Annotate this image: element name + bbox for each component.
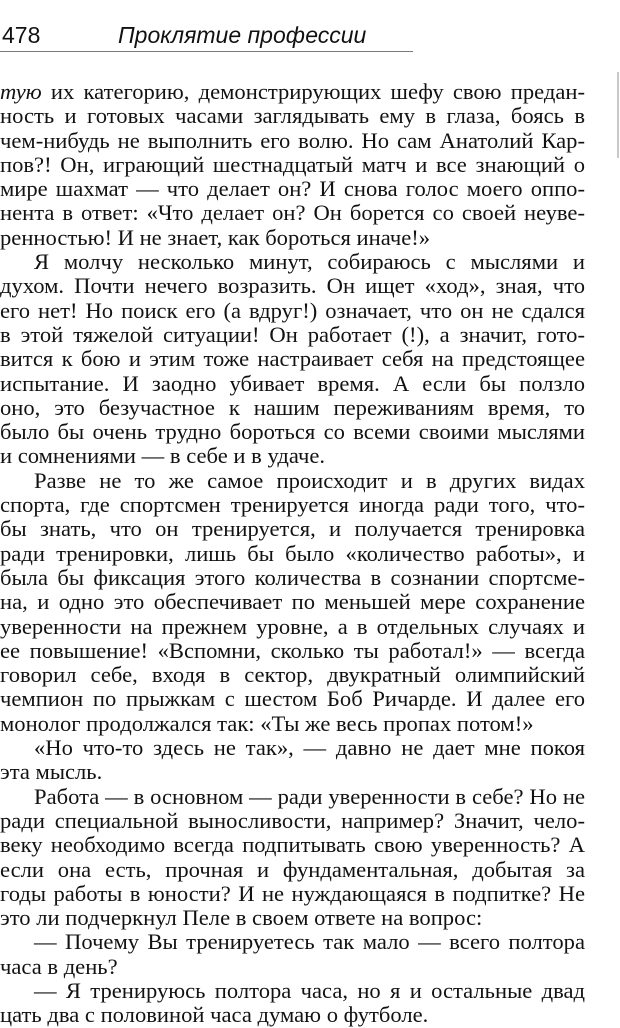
text-line: чемпион по прыжкам с шестом Боб Ричарде. И далее его — [0, 686, 585, 712]
text-line: веку необходимо всегда подпитывать свою уверенность? А — [0, 832, 585, 858]
text-line: бы знать, что он тренируется, и получается тренировка — [0, 516, 585, 542]
text-line: его нет! Но поиск его (а вдруг!) означает, что он не сдался — [0, 297, 585, 323]
text-line: испытание. И заодно убивает время. А если бы ползло — [0, 370, 585, 396]
body-text — [0, 80, 585, 1028]
text-line: часа в день? — [0, 953, 118, 979]
running-title: Проклятие профессии — [118, 22, 367, 48]
page-header — [0, 0, 620, 56]
text-line: на, и одно это обеспечивает по меньшей мере сохранение — [0, 589, 585, 615]
text-line: в этой тяжелой ситуации! Он работает (!), а значит, гото- — [0, 321, 585, 347]
text-line: было бы очень трудно бороться со всеми своими мыслями — [0, 419, 585, 445]
text-line: эта мысль. — [0, 759, 103, 785]
page-edge-mark — [617, 72, 619, 158]
italic-fragment: тую — [0, 79, 42, 104]
text-line: пов?! Он, играющий шестнадцатый матч и все знающий о — [0, 151, 585, 177]
text-line: уверенности на прежнем уровне, а в отдельных случаях и — [0, 613, 585, 639]
text-line: говорил себе, входя в сектор, двукратный олимпийский — [0, 662, 585, 688]
text-line: и сомнениями — в себе и в удаче. — [0, 443, 326, 469]
text-line — [0, 80, 585, 104]
text-line: спорта, где спортсмен тренируется иногда ради того, что- — [0, 492, 585, 518]
page-number: 478 — [2, 22, 41, 48]
header-rule — [0, 51, 413, 52]
text-line: если она есть, прочная и фундаментальная, добытая за — [0, 856, 585, 882]
text-line: нента в ответ: «Что делает он? Он борется со своей неуве- — [0, 200, 585, 226]
text-line: это ли подчеркнул Пеле в своем ответе на вопрос: — [0, 905, 483, 931]
text-line: ее повышение! «Вспомни, сколько ты работал!» — всегда — [0, 637, 585, 663]
text-line: чем-нибудь не выполнить его волю. Но сам Анатолий Кар- — [0, 127, 585, 153]
text-line: ради тренировки, лишь бы было «количество работы», и — [0, 540, 585, 566]
text-line: — Почему Вы тренируетесь так мало — всего полтора — [34, 929, 585, 955]
text-line: вится к бою и этим тоже настраивает себя на предстоящее — [0, 346, 585, 372]
text-line: монолог продолжался так: «Ты же весь пропах потом!» — [0, 710, 534, 736]
text-line: ренностью! И не знает, как бороться иначе!» — [0, 224, 431, 250]
text-line: ради специальной выносливости, например? Значит, чело- — [0, 807, 585, 833]
text-line: — Я тренируюсь полтора часа, но я и остальные двад — [34, 977, 585, 1003]
text-line: годы работы в юности? И не нуждающаяся в подпитке? Не — [0, 880, 585, 906]
text-line: духом. Почти нечего возразить. Он ищет «ход», зная, что — [0, 273, 585, 299]
text-line: Работа — в основном — ради уверенности в себе? Но не — [34, 783, 585, 809]
text-line: была бы фиксация этого количества в сознании спортсме- — [0, 564, 585, 590]
text-fragment: их категорию, демонстрирующих шефу свою предан- — [41, 79, 585, 104]
text-line: «Но что-то здесь не так», — давно не дает мне покоя — [34, 735, 585, 761]
text-line: Разве не то же самое происходит и в других видах — [34, 467, 585, 493]
text-line: Я молчу несколько минут, собираюсь с мыслями и — [34, 249, 585, 275]
text-line: мире шахмат — что делает он? И снова голос моего оппо- — [0, 176, 585, 202]
text-line: оно, это безучастное к нашим переживаниям время, то — [0, 394, 585, 420]
text-line: ность и готовых часами заглядывать ему в глаза, боясь в — [0, 103, 585, 129]
text-line: цать два с половиной часа думаю о футболе. — [0, 1002, 429, 1028]
